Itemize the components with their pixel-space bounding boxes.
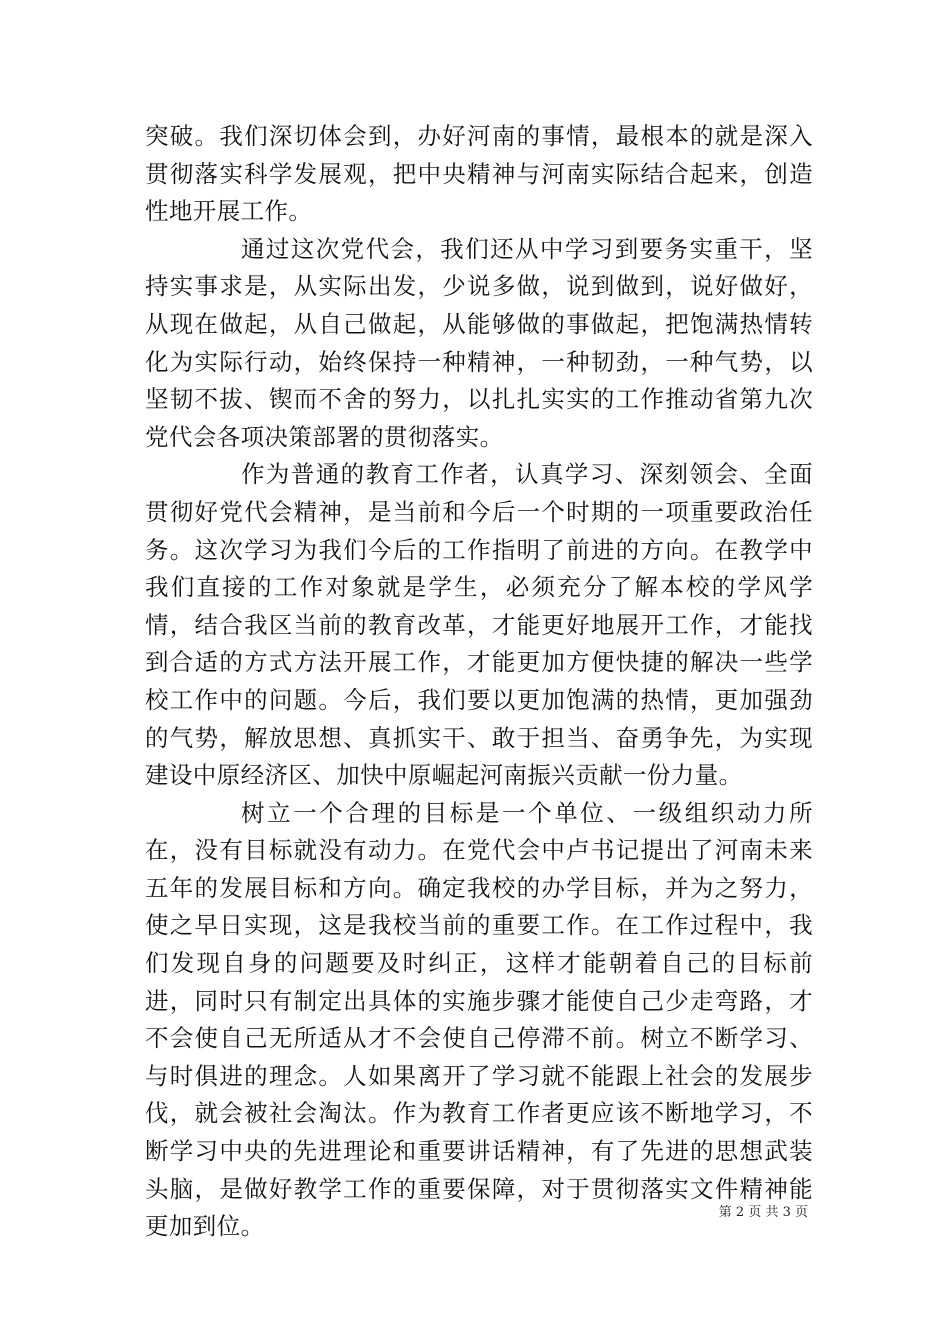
paragraph-continuation: 突破。我们深切体会到，办好河南的事情，最根本的就是深入贯彻落实科学发展观，把中央精神与河南实际结合起来，创造性地开展工作。 [145, 122, 813, 226]
paragraph: 通过这次党代会，我们还从中学习到要务实重干，坚持实事求是，从实际出发，少说多做，说到做到，说好做好，从现在做起，从自己做起，从能够做的事做起，把饱满热情转化为实际行动，始终保持一种精神，一种韧劲，一种气势，以坚韧不拔、锲而不舍的努力，以扎扎实实的工作推动省第九次党代会各项决策部署的贯彻落实。 [145, 234, 813, 451]
page-number-footer: 第 2 页 共 3 页 [718, 1205, 808, 1220]
paragraph: 树立一个合理的目标是一个单位、一级组织动力所在，没有目标就没有动力。在党代会中卢书记提出了河南未来五年的发展目标和方向。确定我校的办学目标，并为之努力，使之早日实现，这是我校当前的重要工作。在工作过程中，我们发现自身的问题要及时纠正，这样才能朝着自己的目标前进，同时只有制定出具体的实施步骤才能使自己少走弯路，才不会使自己无所适从才不会使自己停滞不前。树立不断学习、与时俱进的理念。人如果离开了学习就不能跟上社会的发展步伐，就会被社会淘汰。作为教育工作者更应该不断地学习，不断学习中央的先进理论和重要讲话精神，有了先进的思想武装头脑，是做好教学工作的重要保障，对于贯彻落实文件精神能更加到位。 [145, 798, 813, 1241]
document-body [145, 118, 813, 1246]
paragraph: 作为普通的教育工作者，认真学习、深刻领会、全面贯彻好党代会精神，是当前和今后一个时期的一项重要政治任务。这次学习为我们今后的工作指明了前进的方向。在教学中我们直接的工作对象就是学生，必须充分了解本校的学风学情，结合我区当前的教育改革，才能更好地展开工作，才能找到合适的方式方法开展工作，才能更加方便快捷的解决一些学校工作中的问题。今后，我们要以更加饱满的热情，更加强劲的气势，解放思想、真抓实干、敢于担当、奋勇争先，为实现建设中原经济区、加快中原崛起河南振兴贡献一份力量。 [145, 460, 813, 790]
